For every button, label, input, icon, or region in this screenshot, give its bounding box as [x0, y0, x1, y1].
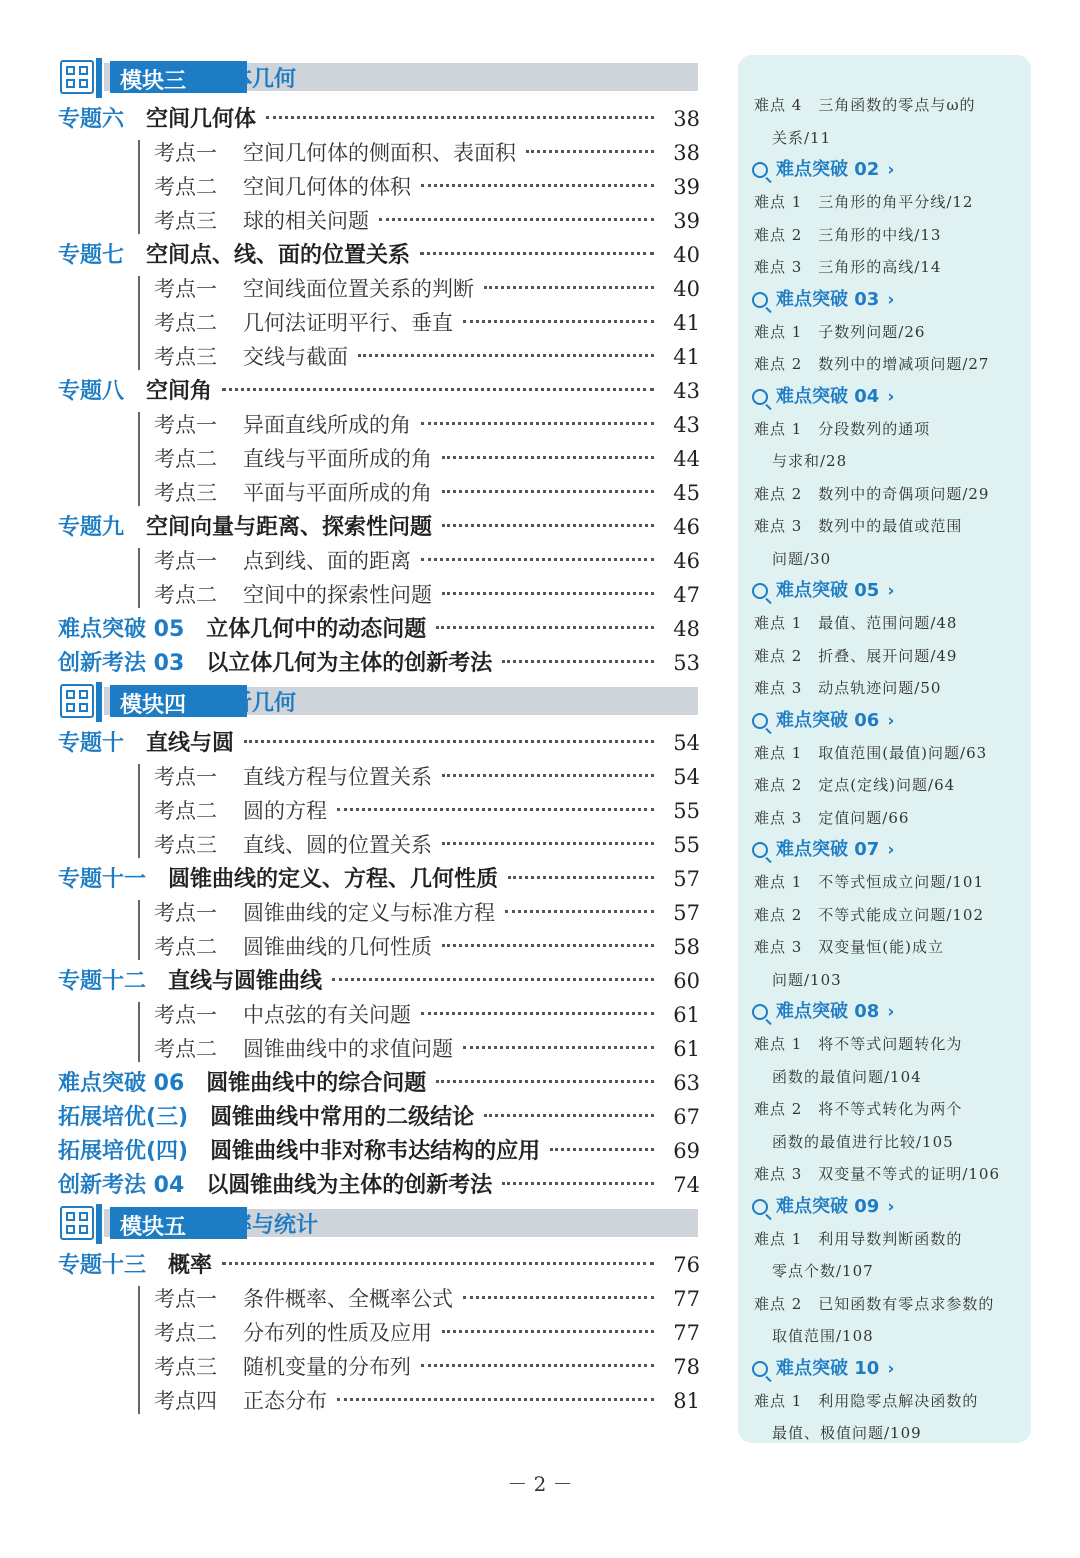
sub-entry-page: 45 — [673, 481, 700, 505]
sidebar-section-head[interactable] — [738, 705, 1031, 737]
toc-main — [58, 58, 700, 1418]
dot-leader — [421, 1012, 654, 1015]
sidebar-item[interactable]: 难点 1 利用导数判断函数的 — [754, 1229, 963, 1248]
sub-entry-page: 81 — [673, 1389, 700, 1413]
chevron-right-icon: › — [887, 289, 895, 310]
group-line — [138, 764, 140, 858]
sidebar-item-continuation[interactable]: 问题/103 — [772, 970, 842, 989]
sidebar-head-label: 难点突破 05 — [776, 580, 880, 601]
search-icon — [752, 389, 768, 405]
sub-entry-label: 考点一 — [154, 765, 217, 789]
sub-entry-label: 考点二 — [154, 175, 217, 199]
sub-entry-label: 考点二 — [154, 583, 217, 607]
sub-entry-title: 平面与平面所成的角 — [243, 481, 432, 505]
sub-entry-label: 考点四 — [154, 1389, 217, 1413]
sub-entry-label: 考点一 — [154, 549, 217, 573]
toc-sub-entry[interactable] — [58, 204, 700, 238]
dot-leader — [442, 490, 654, 493]
toc-sub-entry[interactable] — [58, 544, 700, 578]
group-line — [138, 276, 140, 370]
sub-entry-label: 考点二 — [154, 935, 217, 959]
toc-entry[interactable] — [58, 1248, 700, 1282]
group-line — [138, 548, 140, 608]
entry-title: 立体几何中的动态问题 — [206, 617, 427, 642]
page-number: － 2 － — [507, 1472, 573, 1496]
sub-entry-page: 43 — [673, 413, 700, 437]
toc-entry[interactable] — [58, 862, 700, 896]
entry-title: 圆锥曲线的定义、方程、几何性质 — [168, 867, 499, 892]
sidebar-item[interactable]: 难点 1 分段数列的通项 — [754, 419, 931, 438]
sidebar-item[interactable]: 难点 3 双变量不等式的证明/106 — [754, 1165, 1000, 1183]
module-badge-label: 模块三 — [120, 69, 187, 94]
sidebar-section-head[interactable] — [738, 381, 1031, 413]
sub-entry-page: 55 — [673, 833, 700, 857]
sidebar-head-label: 难点突破 07 — [776, 839, 880, 860]
entry-title: 空间几何体 — [146, 107, 257, 132]
entry-page: 60 — [673, 969, 700, 993]
sub-entry-label: 考点三 — [154, 1355, 217, 1379]
sub-entry-title: 圆的方程 — [243, 799, 327, 823]
toc-sub-entry[interactable] — [58, 998, 700, 1032]
sub-entry-group — [58, 1282, 700, 1418]
entry-page: 67 — [673, 1105, 700, 1129]
grid-icon — [60, 684, 94, 718]
toc-sub-entry[interactable] — [58, 1282, 700, 1316]
dot-leader — [379, 218, 654, 221]
sidebar-head-label: 难点突破 03 — [776, 288, 880, 310]
dot-leader — [442, 524, 654, 527]
sub-entry-title: 随机变量的分布列 — [243, 1355, 411, 1379]
sub-entry-title: 点到线、面的距离 — [243, 549, 411, 573]
sub-entry-page: 77 — [673, 1287, 700, 1311]
toc-entry[interactable] — [58, 510, 700, 544]
sub-entry-page: 61 — [673, 1003, 700, 1027]
sub-entry-page: 55 — [673, 799, 700, 823]
dot-leader — [442, 1330, 654, 1333]
sub-entry-group — [58, 136, 700, 238]
sidebar-item[interactable]: 难点 2 折叠、展开问题/49 — [754, 646, 958, 665]
sidebar-section-head[interactable] — [738, 996, 1031, 1028]
dot-leader — [337, 808, 654, 811]
entry-label: 难点突破 06 — [58, 1071, 185, 1096]
sidebar-section-head[interactable] — [738, 284, 1031, 316]
sub-entry-page: 40 — [673, 277, 700, 301]
sub-entry-label: 考点二 — [154, 1321, 217, 1345]
group-line — [138, 140, 140, 234]
entry-page: 54 — [673, 731, 700, 755]
entry-page: 48 — [673, 617, 700, 641]
search-icon — [752, 842, 768, 858]
chevron-right-icon: › — [887, 581, 895, 601]
sidebar-item[interactable]: 难点 2 三角形的中线/13 — [754, 225, 942, 244]
dot-leader — [244, 740, 654, 743]
sub-entry-page: 58 — [673, 935, 700, 959]
sidebar-item-continuation[interactable]: 取值范围/108 — [772, 1327, 874, 1345]
sidebar-item[interactable]: 难点 1 子数列问题/26 — [754, 322, 926, 341]
dot-leader — [421, 422, 654, 425]
group-line — [138, 1002, 140, 1062]
sub-entry-title: 交线与截面 — [243, 345, 348, 369]
dot-leader — [463, 1046, 654, 1049]
sidebar-item[interactable]: 难点 1 三角形的角平分线/12 — [754, 193, 974, 211]
sub-entry-label: 考点三 — [154, 833, 217, 857]
dot-leader — [358, 354, 654, 357]
sidebar-item[interactable]: 难点 3 数列中的最值或范围 — [754, 517, 963, 535]
group-line — [138, 1286, 140, 1414]
entry-page: 57 — [673, 867, 700, 891]
sub-entry-group — [58, 408, 700, 510]
toc-entry[interactable] — [58, 1100, 700, 1134]
dot-leader — [436, 1080, 654, 1083]
sidebar-item[interactable]: 难点 1 利用隐零点解决函数的 — [754, 1391, 979, 1410]
sub-entry-page: 39 — [673, 209, 700, 233]
chevron-right-icon: › — [887, 1358, 895, 1379]
sidebar-item[interactable]: 难点 1 不等式恒成立问题/101 — [754, 873, 984, 891]
toc-entry[interactable] — [58, 726, 700, 760]
search-icon — [752, 162, 768, 178]
module-title: 立体几何 — [208, 67, 297, 92]
chevron-right-icon: › — [887, 1002, 895, 1022]
entry-title: 空间角 — [146, 379, 213, 404]
entry-label: 专题十一 — [58, 867, 147, 892]
sidebar-list — [738, 55, 1031, 1450]
sidebar-item-continuation[interactable]: 关系/11 — [772, 128, 832, 147]
sub-entry-page: 57 — [673, 901, 700, 925]
toc-sub-entry[interactable] — [58, 1316, 700, 1350]
dot-leader — [463, 1296, 654, 1299]
sub-entry-label: 考点一 — [154, 141, 217, 165]
entry-label: 难点突破 05 — [58, 617, 185, 642]
sub-entry-page: 41 — [673, 345, 700, 369]
chevron-right-icon: › — [887, 840, 895, 860]
toc-sub-entry[interactable] — [58, 340, 700, 374]
group-line — [138, 900, 140, 960]
sidebar-item[interactable]: 难点 3 动点轨迹问题/50 — [754, 679, 942, 697]
sidebar-item[interactable]: 难点 2 数列中的奇偶项问题/29 — [754, 484, 990, 503]
sidebar-item[interactable]: 难点 1 取值范围(最值)问题/63 — [754, 743, 988, 762]
sidebar-section-head[interactable] — [738, 154, 1031, 186]
chevron-right-icon: › — [887, 1196, 895, 1217]
entry-label: 专题七 — [58, 243, 125, 268]
sub-entry-group — [58, 272, 700, 374]
dot-leader — [442, 456, 654, 459]
sub-entry-page: 46 — [673, 549, 700, 573]
dot-leader — [337, 1398, 654, 1401]
entry-label: 专题十三 — [58, 1253, 147, 1278]
entry-page: 38 — [673, 107, 700, 131]
sub-entry-group — [58, 998, 700, 1066]
dot-leader — [421, 1364, 654, 1367]
search-icon — [752, 583, 768, 599]
entry-label: 专题九 — [58, 515, 125, 540]
dot-leader — [505, 910, 654, 913]
sub-entry-group — [58, 896, 700, 964]
dot-leader — [436, 626, 654, 629]
sub-entry-page: 77 — [673, 1321, 700, 1345]
entry-label: 拓展培优(四) — [58, 1139, 189, 1164]
sub-entry-title: 圆锥曲线的几何性质 — [243, 935, 432, 959]
toc-sub-entry[interactable] — [58, 930, 700, 964]
sidebar-item[interactable]: 难点 3 三角形的高线/14 — [754, 258, 942, 276]
entry-title: 概率 — [168, 1253, 213, 1278]
search-icon — [752, 713, 768, 729]
sub-entry-label: 考点三 — [154, 345, 217, 369]
sub-entry-title: 圆锥曲线中的求值问题 — [243, 1037, 453, 1061]
entry-title: 圆锥曲线中常用的二级结论 — [210, 1105, 475, 1130]
entry-label: 创新考法 03 — [58, 651, 185, 676]
sidebar-item-continuation[interactable]: 最值、极值问题/109 — [772, 1424, 922, 1442]
grid-icon — [60, 1206, 94, 1240]
entry-label: 专题十 — [58, 731, 125, 756]
toc-sub-entry[interactable] — [58, 476, 700, 510]
toc-entry[interactable] — [58, 964, 700, 998]
toc-entry[interactable] — [58, 612, 700, 646]
sidebar-item-continuation[interactable]: 函数的最值进行比较/105 — [772, 1132, 954, 1151]
toc-sub-entry[interactable] — [58, 828, 700, 862]
sub-entry-title: 空间几何体的体积 — [243, 175, 411, 199]
toc-sub-entry[interactable] — [58, 1032, 700, 1066]
dot-leader — [550, 1148, 654, 1151]
module-notch — [96, 682, 102, 722]
dot-leader — [421, 558, 654, 561]
toc-sub-entry[interactable] — [58, 760, 700, 794]
sidebar-head-label: 难点突破 10 — [776, 1357, 880, 1379]
sidebar-head-label: 难点突破 06 — [776, 709, 880, 731]
entry-label: 专题十二 — [58, 969, 147, 994]
toc-sub-entry[interactable] — [58, 1350, 700, 1384]
sub-entry-label: 考点二 — [154, 1037, 217, 1061]
sidebar-section-head[interactable] — [738, 1191, 1031, 1223]
toc-entry[interactable] — [58, 374, 700, 408]
sub-entry-group — [58, 544, 700, 612]
entry-label: 拓展培优(三) — [58, 1105, 189, 1130]
entry-page: 69 — [673, 1139, 700, 1163]
module-header — [58, 58, 700, 98]
dot-leader — [222, 388, 654, 391]
dot-leader — [266, 116, 654, 119]
sidebar-item-continuation[interactable]: 问题/30 — [772, 549, 832, 568]
sub-entry-title: 空间中的探索性问题 — [243, 583, 432, 607]
toc-sub-entry[interactable] — [58, 170, 700, 204]
dot-leader — [222, 1262, 654, 1265]
sub-entry-group — [58, 760, 700, 862]
module-badge-label: 模块五 — [120, 1215, 187, 1240]
sub-entry-title: 正态分布 — [243, 1389, 327, 1413]
dot-leader — [502, 1182, 654, 1185]
toc-sidebar — [738, 55, 1031, 1443]
toc-sub-entry[interactable] — [58, 1384, 700, 1418]
sub-entry-page: 54 — [673, 765, 700, 789]
sub-entry-page: 47 — [673, 583, 700, 607]
entry-page: 74 — [673, 1173, 700, 1197]
sub-entry-title: 直线方程与位置关系 — [243, 765, 432, 789]
dot-leader — [421, 184, 654, 187]
sidebar-head-label: 难点突破 04 — [776, 385, 880, 407]
entry-page: 76 — [673, 1253, 700, 1277]
sidebar-item[interactable]: 难点 2 已知函数有零点求参数的 — [754, 1294, 995, 1313]
sub-entry-label: 考点三 — [154, 209, 217, 233]
module-header — [58, 682, 700, 722]
toc-sub-entry[interactable] — [58, 272, 700, 306]
sub-entry-title: 空间几何体的侧面积、表面积 — [243, 141, 516, 165]
sub-entry-label: 考点二 — [154, 311, 217, 335]
entry-title: 直线与圆 — [146, 731, 235, 756]
toc-sub-entry[interactable] — [58, 306, 700, 340]
sidebar-section-head[interactable] — [738, 834, 1031, 866]
entry-title: 以立体几何为主体的创新考法 — [206, 651, 493, 676]
entry-label: 专题六 — [58, 107, 125, 132]
sub-entry-label: 考点一 — [154, 277, 217, 301]
entry-page: 43 — [673, 379, 700, 403]
module-title: 概率与统计 — [208, 1213, 319, 1238]
sub-entry-title: 中点弦的有关问题 — [243, 1003, 411, 1027]
sidebar-item[interactable]: 难点 2 定点(定线)问题/64 — [754, 776, 956, 794]
sidebar-item[interactable]: 难点 4 三角函数的零点与ω的 — [754, 96, 976, 114]
toc-sub-entry[interactable] — [58, 442, 700, 476]
sub-entry-page: 61 — [673, 1037, 700, 1061]
sub-entry-title: 条件概率、全概率公式 — [243, 1287, 453, 1311]
grid-icon — [60, 60, 94, 94]
search-icon — [752, 1004, 768, 1020]
toc-sub-entry[interactable] — [58, 578, 700, 612]
module-header — [58, 1204, 700, 1244]
sub-entry-page: 39 — [673, 175, 700, 199]
toc-sub-entry[interactable] — [58, 896, 700, 930]
dot-leader — [442, 592, 654, 595]
search-icon — [752, 1361, 768, 1377]
entry-page: 53 — [673, 651, 700, 675]
entry-page: 63 — [673, 1071, 700, 1095]
sidebar-item-continuation[interactable]: 与求和/28 — [772, 452, 848, 470]
chevron-right-icon: › — [887, 386, 895, 407]
toc-sub-entry[interactable] — [58, 794, 700, 828]
sidebar-item[interactable]: 难点 3 双变量恒(能)成立 — [754, 938, 945, 956]
sub-entry-label: 考点一 — [154, 1287, 217, 1311]
sub-entry-title: 直线与平面所成的角 — [243, 447, 432, 471]
search-icon — [752, 292, 768, 308]
entry-title: 空间向量与距离、探索性问题 — [146, 515, 433, 540]
toc-sub-entry[interactable] — [58, 408, 700, 442]
dot-leader — [442, 842, 654, 845]
sidebar-item[interactable]: 难点 2 将不等式转化为两个 — [754, 1100, 963, 1118]
sub-entry-page: 38 — [673, 141, 700, 165]
entry-label: 创新考法 04 — [58, 1173, 185, 1198]
group-line — [138, 412, 140, 506]
module-notch — [96, 58, 102, 98]
sub-entry-label: 考点二 — [154, 799, 217, 823]
module-title: 解析几何 — [208, 691, 297, 716]
sidebar-head-label: 难点突破 08 — [776, 1001, 880, 1022]
dot-leader — [463, 320, 654, 323]
sub-entry-title: 几何法证明平行、垂直 — [243, 311, 453, 335]
entry-label: 专题八 — [58, 379, 125, 404]
dot-leader — [420, 252, 654, 255]
entry-title: 圆锥曲线中非对称韦达结构的应用 — [210, 1139, 541, 1164]
sidebar-item[interactable]: 难点 2 数列中的增减项问题/27 — [754, 355, 990, 373]
module-badge-label: 模块四 — [120, 693, 187, 718]
sidebar-head-label: 难点突破 09 — [776, 1195, 880, 1217]
sidebar-item[interactable]: 难点 2 不等式能成立问题/102 — [754, 905, 984, 924]
dot-leader — [484, 1114, 654, 1117]
sub-entry-title: 异面直线所成的角 — [243, 413, 411, 437]
sub-entry-label: 考点一 — [154, 413, 217, 437]
toc-entry[interactable] — [58, 646, 700, 680]
dot-leader — [332, 978, 654, 981]
sidebar-item-continuation[interactable]: 函数的最值问题/104 — [772, 1067, 922, 1086]
sub-entry-title: 分布列的性质及应用 — [243, 1321, 432, 1345]
toc-entry[interactable] — [58, 1168, 700, 1202]
dot-leader — [484, 286, 654, 289]
chevron-right-icon: › — [887, 160, 895, 180]
sidebar-section-head[interactable] — [738, 575, 1031, 607]
sub-entry-label: 考点一 — [154, 1003, 217, 1027]
sub-entry-title: 圆锥曲线的定义与标准方程 — [243, 901, 495, 925]
sub-entry-title: 球的相关问题 — [243, 209, 369, 233]
sidebar-item[interactable]: 难点 3 定值问题/66 — [754, 808, 910, 827]
sub-entry-page: 41 — [673, 311, 700, 335]
entry-title: 直线与圆锥曲线 — [168, 969, 323, 994]
chevron-right-icon: › — [887, 710, 895, 731]
sidebar-section-head[interactable] — [738, 1353, 1031, 1385]
toc-entry[interactable] — [58, 1134, 700, 1168]
dot-leader — [502, 660, 654, 663]
entry-title: 圆锥曲线中的综合问题 — [206, 1071, 427, 1096]
module-notch — [96, 1204, 102, 1244]
sidebar-item-continuation[interactable]: 零点个数/107 — [772, 1262, 874, 1280]
sub-entry-title: 空间线面位置关系的判断 — [243, 277, 474, 301]
sidebar-head-label: 难点突破 02 — [776, 159, 880, 180]
sidebar-item[interactable]: 难点 1 将不等式问题转化为 — [754, 1035, 963, 1053]
sub-entry-label: 考点三 — [154, 481, 217, 505]
dot-leader — [508, 876, 654, 879]
sub-entry-label: 考点一 — [154, 901, 217, 925]
toc-sub-entry[interactable] — [58, 136, 700, 170]
toc-entry[interactable] — [58, 1066, 700, 1100]
sidebar-item[interactable]: 难点 1 最值、范围问题/48 — [754, 614, 958, 632]
dot-leader — [526, 150, 654, 153]
dot-leader — [442, 774, 654, 777]
entry-page: 46 — [673, 515, 700, 539]
entry-title: 以圆锥曲线为主体的创新考法 — [206, 1173, 493, 1198]
dot-leader — [442, 944, 654, 947]
entry-page: 40 — [673, 243, 700, 267]
sub-entry-page: 44 — [673, 447, 700, 471]
sub-entry-label: 考点二 — [154, 447, 217, 471]
sub-entry-title: 直线、圆的位置关系 — [243, 833, 432, 857]
sub-entry-page: 78 — [673, 1355, 700, 1379]
toc-entry[interactable] — [58, 238, 700, 272]
search-icon — [752, 1199, 768, 1215]
toc-entry[interactable] — [58, 102, 700, 136]
entry-title: 空间点、线、面的位置关系 — [146, 243, 411, 268]
